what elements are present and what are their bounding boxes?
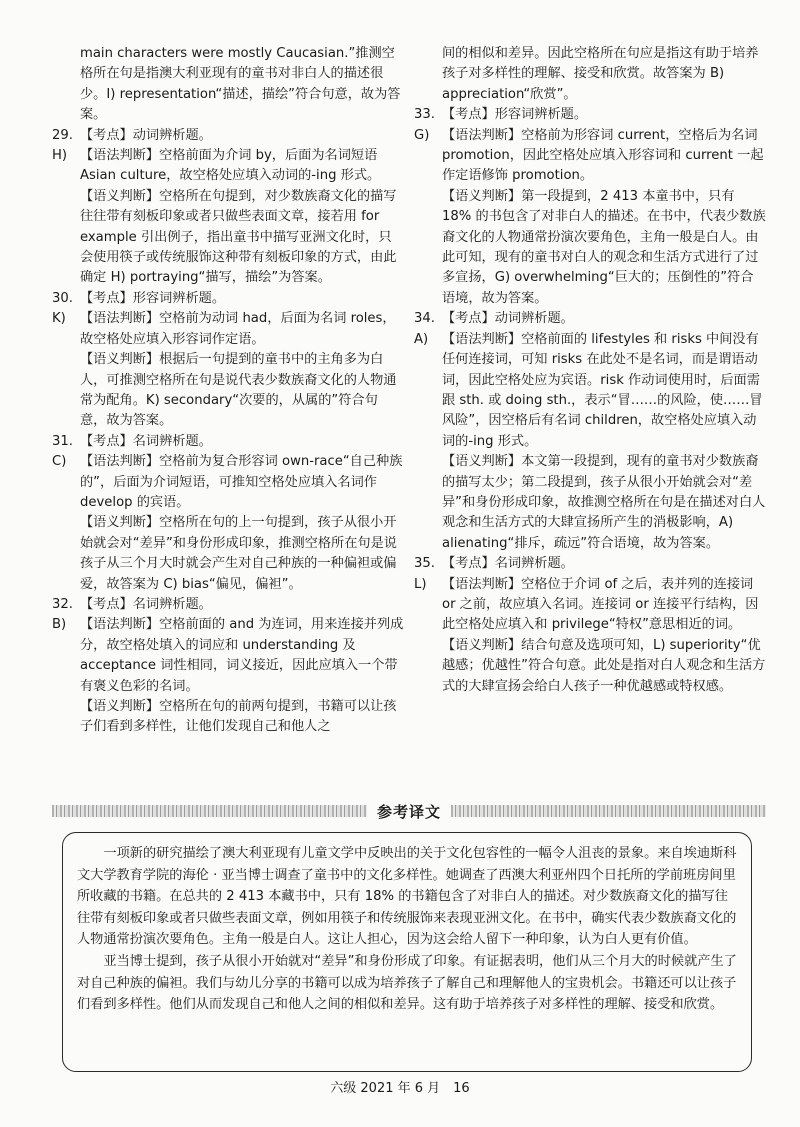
entry-text: 【语法判断】空格前面的 lifestyles 和 risks 中间没有任何连接词，可知 risks 在此处不是名词，而是谓语动词，因此空格处应为宾语。risk 作动词使用时，后面需跟 sth. 或 doing sth.，表示“冒……的风险，使……冒风险”，因空格后有名词 children，故空格处应填入动词的-ing 形式。 xyxy=(442,331,763,449)
answer-entry xyxy=(52,126,404,146)
entry-text: 【考点】形容词辨析题。 xyxy=(442,107,588,123)
answer-entry xyxy=(414,126,766,187)
answer-entry xyxy=(52,432,404,452)
divider-bar-left xyxy=(52,805,367,817)
explanation-paragraph: 间的相似和差异。因此空格所在句应是指这有助于培养孩子对多样性的理解、接受和欣赏。故答案为 B) appreciation“欣赏”。 xyxy=(442,46,759,102)
entry-key: G) xyxy=(414,127,430,143)
explanation-paragraph: 【语义判断】根据后一句提到的童书中的主角多为白人，可推测空格所在句是说代表少数族裔文化的人物通常为配角。K) secondary“次要的，从属的”符合句意，故为答案。 xyxy=(80,352,397,429)
section-divider xyxy=(52,800,766,822)
explanation-paragraph: 【语义判断】空格所在句的上一句提到，孩子从很小开始就会对“差异”和身份形成印象，推测空格所在句是说孩子从三个月大时就会产生对自己种族的一种偏袒或偏爱，故答案为 C) bias“偏见，偏袒”。 xyxy=(80,515,397,592)
entry-key: K) xyxy=(52,311,66,327)
entry-key: C) xyxy=(52,454,67,470)
page-footer: 六级 2021 年 6 月 16 xyxy=(330,1081,470,1096)
entry-key: 34. xyxy=(414,311,435,327)
right-column xyxy=(414,44,766,697)
entry-text: 【考点】名词辨析题。 xyxy=(442,556,574,572)
explanation-paragraph: 【语义判断】第一段提到，2 413 本童书中，只有 18% 的书包含了对非白人的描述。在书中，代表少数族裔文化的人物通常扮演次要角色，主角一般是白人。由此可知，现有的童书对白人的观念和生活方式进行了过多宣扬，G) overwhelming“巨大的；压倒性的”符合语境，故为答案。 xyxy=(442,188,766,306)
translation-paragraph-2: 亚当博士提到，孩子从很小开始就对“差异”和身份形成了印象。有证据表明，他们从三个月大的时候就产生了对自己种族的偏袒。我们与幼儿分享的书籍可以成为培养孩子了解自己和理解他人的宝贵机会。书籍还可以让孩子们看到多样性。他们从而发现自己和他人之间的相似和差异。这有助于培养孩子对多样性的理解、接受和欣赏。 xyxy=(77,953,737,1013)
entry-key: 30. xyxy=(52,290,73,306)
entry-text: 【语法判断】空格前为动词 had，后面为名词 roles，故空格处应填入形容词作定语。 xyxy=(80,311,396,347)
entry-text: 【考点】名词辨析题。 xyxy=(80,596,212,612)
explanation-paragraph: 【语义判断】空格所在句提到，对少数族裔文化的描写往往带有刻板印象或者只做些表面文章，接若用 for example 引出例子，指出童书中描写亚洲文化时，只会使用筷子或传统服饰这种带有刻板印象的方式，由此确定 H) portraying“描写，描绘”为答案。 xyxy=(80,188,397,286)
translation-box xyxy=(62,832,752,1072)
entry-key: B) xyxy=(52,617,67,633)
answer-entry xyxy=(414,554,766,574)
entry-key: L) xyxy=(414,576,427,592)
answer-entry xyxy=(414,309,766,329)
entry-text: 【语法判断】空格前为复合形容词 own-race“自己种族的”，后面为介词短语，可推知空格处应填入名词作 develop 的宾语。 xyxy=(80,454,403,510)
answer-entry xyxy=(414,330,766,452)
translation-title: 参考译文 xyxy=(377,802,442,821)
entry-key: 33. xyxy=(414,107,435,123)
translation-paragraph-1: 一项新的研究描绘了澳大利亚现有儿童文学中反映出的关于文化包容性的一幅令人沮丧的景象。来自埃迪斯科文大学教育学院的海伦 · 亚当博士调查了童书中的文化多样性。她调查了西澳大利亚州四个日托所的学前班房间里所收藏的书籍。在总共的 2 413 本藏书中，只有 18% 的书籍包含了对非白人的描述。对少数族裔文化的描写往往带有刻板印象或者只做些表面文章，例如用筷子和传统服饰来表现亚洲文化。在书中，确实代表少数族裔文化的人物通常扮演次要角色。主角一般是白人。这让人担心，因为这会给人留下一种印象，认为白人更有价值。 xyxy=(77,846,737,948)
entry-text: 【语法判断】空格前为形容词 current，空格后为名词 promotion，因此空格处应填入形容词和 current 一起作定语修饰 promotion。 xyxy=(442,127,764,184)
entry-text: 【考点】名词辨析题。 xyxy=(80,433,212,449)
explanation-paragraph: 【语义判断】结合句意及选项可知，L) superiority“优越感；优越性”符合句意。此处是指对白人观念和生活方式的大肆宣扬会给白人孩子一种优越感或特权感。 xyxy=(442,637,766,694)
entry-text: 【考点】动词辨析题。 xyxy=(80,127,212,143)
answer-entry xyxy=(414,575,766,636)
left-column xyxy=(52,44,404,738)
entry-text: 【语法判断】空格前面的 and 为连词，用来连接并列成分，故空格处填入的词应和 understanding 及 acceptance 词性相同，词义接近，因此应填入一个带有褒义色彩的名词。 xyxy=(80,617,404,694)
entry-key: 35. xyxy=(414,556,435,572)
answer-entry xyxy=(52,615,404,697)
entry-text: 【考点】动词辨析题。 xyxy=(442,311,574,327)
explanation-paragraph: 【语义判断】本文第一段提到，现有的童书对少数族裔的描写太少；第二段提到，孩子从很小开始就会对“差异”和身份形成印象，故推测空格所在句是在描述对白人观念和生活方式的大肆宣扬所产生的消极影响，A) alienating“排斥，疏远”符合语境，故为答案。 xyxy=(442,454,766,551)
entry-key: A) xyxy=(414,331,429,347)
answer-entry xyxy=(414,105,766,125)
divider-bar-right xyxy=(451,805,766,817)
answer-entry xyxy=(52,595,404,615)
entry-key: 32. xyxy=(52,596,73,612)
answer-entry xyxy=(52,452,404,513)
explanation-paragraph: 【语义判断】空格所在句的前两句提到，书籍可以让孩子们看到多样性，让他们发现自己和他人之 xyxy=(80,699,397,735)
entry-key: 31. xyxy=(52,433,73,449)
entry-text: 【语法判断】空格前面为介词 by，后面为名词短语 Asian culture，故空格处应填入动词的-ing 形式。 xyxy=(80,148,381,184)
explanation-paragraph: main characters were mostly Caucasian.”推测空格所在句是指澳大利亚现有的童书对非白人的描述很少。I) representation“描述，描绘”符合句意，故为答案。 xyxy=(80,46,401,123)
answer-entry xyxy=(52,289,404,309)
entry-key: 29. xyxy=(52,127,73,143)
answer-entry xyxy=(52,146,404,187)
answer-entry xyxy=(52,309,404,350)
entry-text: 【语法判断】空格位于介词 of 之后，表并列的连接词 or 之前，故应填入名词。连接词 or 连接平行结构，因此空格处应填入和 privilege“特权”意思相近的词。 xyxy=(442,576,759,633)
entry-text: 【考点】形容词辨析题。 xyxy=(80,290,226,306)
entry-key: H) xyxy=(52,148,68,164)
